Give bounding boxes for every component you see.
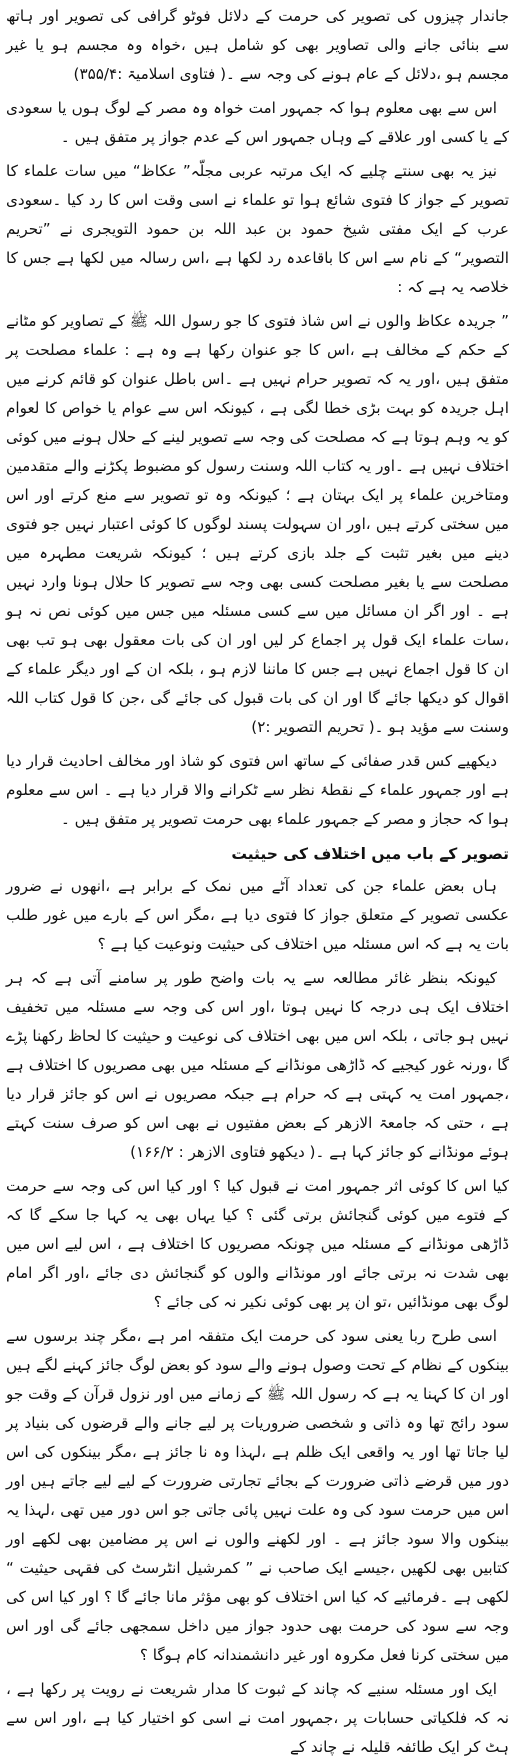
section-heading: تصویر کے باب میں اختلاف کی حیثیت: [231, 845, 509, 863]
paragraph-3: نیز یہ بھی سنتے چلیے کہ ایک مرتبہ عربی مجلّہ” عکاظ“ میں سات علماء کا تصویر کے جواز کا فتوی شائع ہوا تو علماء نے اسی وقت اس کا رد کیا ۔سعودی عرب کے ایک مفتی شیخ حمود بن عبد اللہ بن حمود التویجری نے ”تحریم التصویر“ کے نام سے اس کا باقاعدہ رد لکھا ہے ،اس رسالہ میں لکھا ہے جس کا خلاصہ یہ ہے کہ :: [6, 162, 509, 296]
paragraph-1: جاندار چیزوں کی تصویر کی حرمت کے دلائل فوٹو گرافی کی تصویر اور ہاتھ سے بنائی جانے والی تصاویر بھی کو شامل ہیں ،خواہ وہ مجسم ہو یا غیر مجسم ہو ،دلائل کے عام ہونے کی وجہ سے ۔( فتاوی اسلامیۃ :۳۵۵/۴): [6, 7, 509, 83]
paragraph-10: ایک اور مسئلہ سنیے کہ چاند کے ثبوت کا مدار شریعت نے رویت پر رکھا ہے ، نہ کہ فلکیاتی حسابات پر ،جمہور امت نے اسی کو اختیار کیا ہے ،اور اس سے ہٹ کر ایک طائفہ قلیلہ نے چاند کے: [6, 1680, 509, 1756]
paragraph-7: کیونکہ بنظر غائر مطالعہ سے یہ بات واضح طور پر سامنے آتی ہے کہ ہر اختلاف ایک ہی درجہ کا نہیں ہوتا ،اور اس کی وجہ سے مسئلہ میں تخفیف نہیں ہو جاتی ، بلکہ اس میں بھی اختلاف کی نوعیت و حیثیت کا لحاظ رکھنا پڑے گا ،ورنہ غور کیجیے کہ ڈاڑھی مونڈانے کے مسئلہ میں بھی مصریوں کا اختلاف ہے ،جمہور امت یہ کہتی ہے کہ حرام ہے جبکہ مصریوں نے اس کو جائز قرار دیا ہے ، حتی کہ جامعۃ الازھر کے بعض مفتیوں نے بھی اس کو صرف سنت کہتے ہوئے مونڈانے کو جائز کہا ہے ۔( دیکھو فتاوی الازھر : ۱۶۶/۲): [6, 969, 509, 1161]
quote-paragraph: ” جریدہ عکاظ والوں نے اس شاذ فتوی کا جو رسول اللہ ﷺ کے تصاویر کو مٹانے کے حکم کے مخالف ہے ،اس کا جو عنوان رکھا ہے وہ ہے : علماء مصلحت پر متفق ہیں ،اور یہ کہ تصویر حرام نہیں ہے ۔اس باطل عنوان کو قائم کرنے میں اہل جریدہ کو بہت بڑی خطا لگی ہے ، کیونکہ اس سے عوام یا خواص کا لعوام کو یہ وہم ہوتا ہے کہ مصلحت کی وجہ سے تصویر لینے کے حلال ہونے میں کوئی اختلاف نہیں ہے ۔اور یہ کتاب اللہ وسنت رسول کو مضبوط پکڑنے والے متقدمین ومتاخرین علماء پر ایک بہتان ہے ؛ کیونکہ وہ تو تصویر سے منع کرتے اور اس میں سختی کرتے ہیں ،اور ان سہولت پسند لوگوں کا کوئی اعتبار نہیں جو فتوی دینے میں بغیر تثبت کے جلد بازی کرتے ہیں ؛ کیونکہ شریعت مطہرہ میں مصلحت سے یا بغیر مصلحت کسی بھی وجہ سے تصویر کا حلال ہونا وارد نہیں ہے ۔ اور اگر ان مسائل میں سے کسی مسئلہ میں جس میں کوئی نص نہ ہو ،سات علماء ایک قول پر اجماع کر لیں اور ان کی بات معقول بھی ہو تب بھی ان کا قول اجماع نہیں ہے جس کا ماننا لازم ہو ، بلکہ ان کے اور دیگر علماء کے اقوال کو دیکھا جائے گا اور ان کی بات قبول کی جائے گی ،جن کا قول کتاب اللہ وسنت سے مؤید ہو ۔( تحریم التصویر :۲): [6, 312, 509, 736]
paragraph-8: کیا اس کا کوئی اثر جمہور امت نے قبول کیا ؟ اور کیا اس کی وجہ سے حرمت کے فتوے میں کوئی گنجائش برتی گئی ؟ کیا یہاں بھی یہ کہا جا سکے گا کہ ڈاڑھی مونڈانے کے مسئلہ میں چونکہ مصریوں کا اختلاف ہے ، اس لیے اس میں بھی شدت نہ برتی جائے اور مونڈانے والوں کو گنجائش دی جائے ،اور اگر امام لوگ بھی مونڈائیں ،تو ان پر بھی کوئی نکیر نہ کی جائے ؟: [6, 1177, 509, 1311]
paragraph-6: ہاں بعض علماء جن کی تعداد آٹے میں نمک کے برابر ہے ،انھوں نے ضرور عکسی تصویر کے متعلق جواز کا فتوی دیا ہے ،مگر اس کے بارے میں غور طلب بات یہ ہے کہ اس مسئلہ میں اختلاف کی حیثیت ونوعیت کیا ہے ؟: [6, 877, 509, 953]
paragraph-9: اسی طرح ربا یعنی سود کی حرمت ایک متفقہ امر ہے ،مگر چند برسوں سے بینکوں کے نظام کے تحت وصول ہونے والے سود کو بعض لوگ جائز کہنے لگے ہیں اور ان کا کہنا یہ ہے کہ رسول اللہ ﷺ کے زمانے میں اور نزول قرآن کے وقت جو سود رائج تھا وہ ذاتی و شخصی ضروریات پر لیے جانے والے قرضوں کی بنیاد پر لیا جاتا تھا اور یہ واقعی ایک ظلم ہے ،لہذا وہ نا جائز ہے ،مگر بینکوں کی اس دور میں قرضے ذاتی ضرورت کے بجائے تجارتی ضرورت کے لیے لیے جاتے ہیں اور اس میں حرمت سود کی وہ علت نہیں پائی جاتی جو اس دور میں تھی ،لہذا یہ بینکوں والا سود جائز ہے ۔ اور لکھنے والوں نے اس پر مضامین بھی لکھے اور کتابیں بھی لکھیں ،جیسے ایک صاحب نے ” کمرشیل انٹرسٹ کی فقہی حیثیت “ لکھی ہے ۔فرمائیے کہ کیا اس اختلاف کو بھی مؤثر مانا جائے گا ؟ اور کیا اس کی وجہ سے سود کی حرمت بھی حدود جواز میں داخل سمجھی جائے گی اور اس میں سختی کرنا فعل مکروہ اور غیر دانشمندانہ کام ہوگا ؟: [6, 1327, 509, 1664]
paragraph-2: اس سے بھی معلوم ہوا کہ جمہور امت خواہ وہ مصر کے لوگ ہوں یا سعودی کے یا کسی اور علاقے کے وہاں جمہور اس کے عدم جواز پر متفق ہیں ۔: [6, 99, 509, 146]
paragraph-5: دیکھیے کس قدر صفائی کے ساتھ اس فتوی کو شاذ اور مخالف احادیث قرار دیا ہے اور جمہور علماء کے نقطۂ نظر سے ٹکرانے والا قرار دیا ہے ۔ اس سے معلوم ہوا کہ حجاز و مصر کے جمہور علماء بھی حرمت تصویر پر متفق ہیں ۔: [6, 752, 509, 828]
